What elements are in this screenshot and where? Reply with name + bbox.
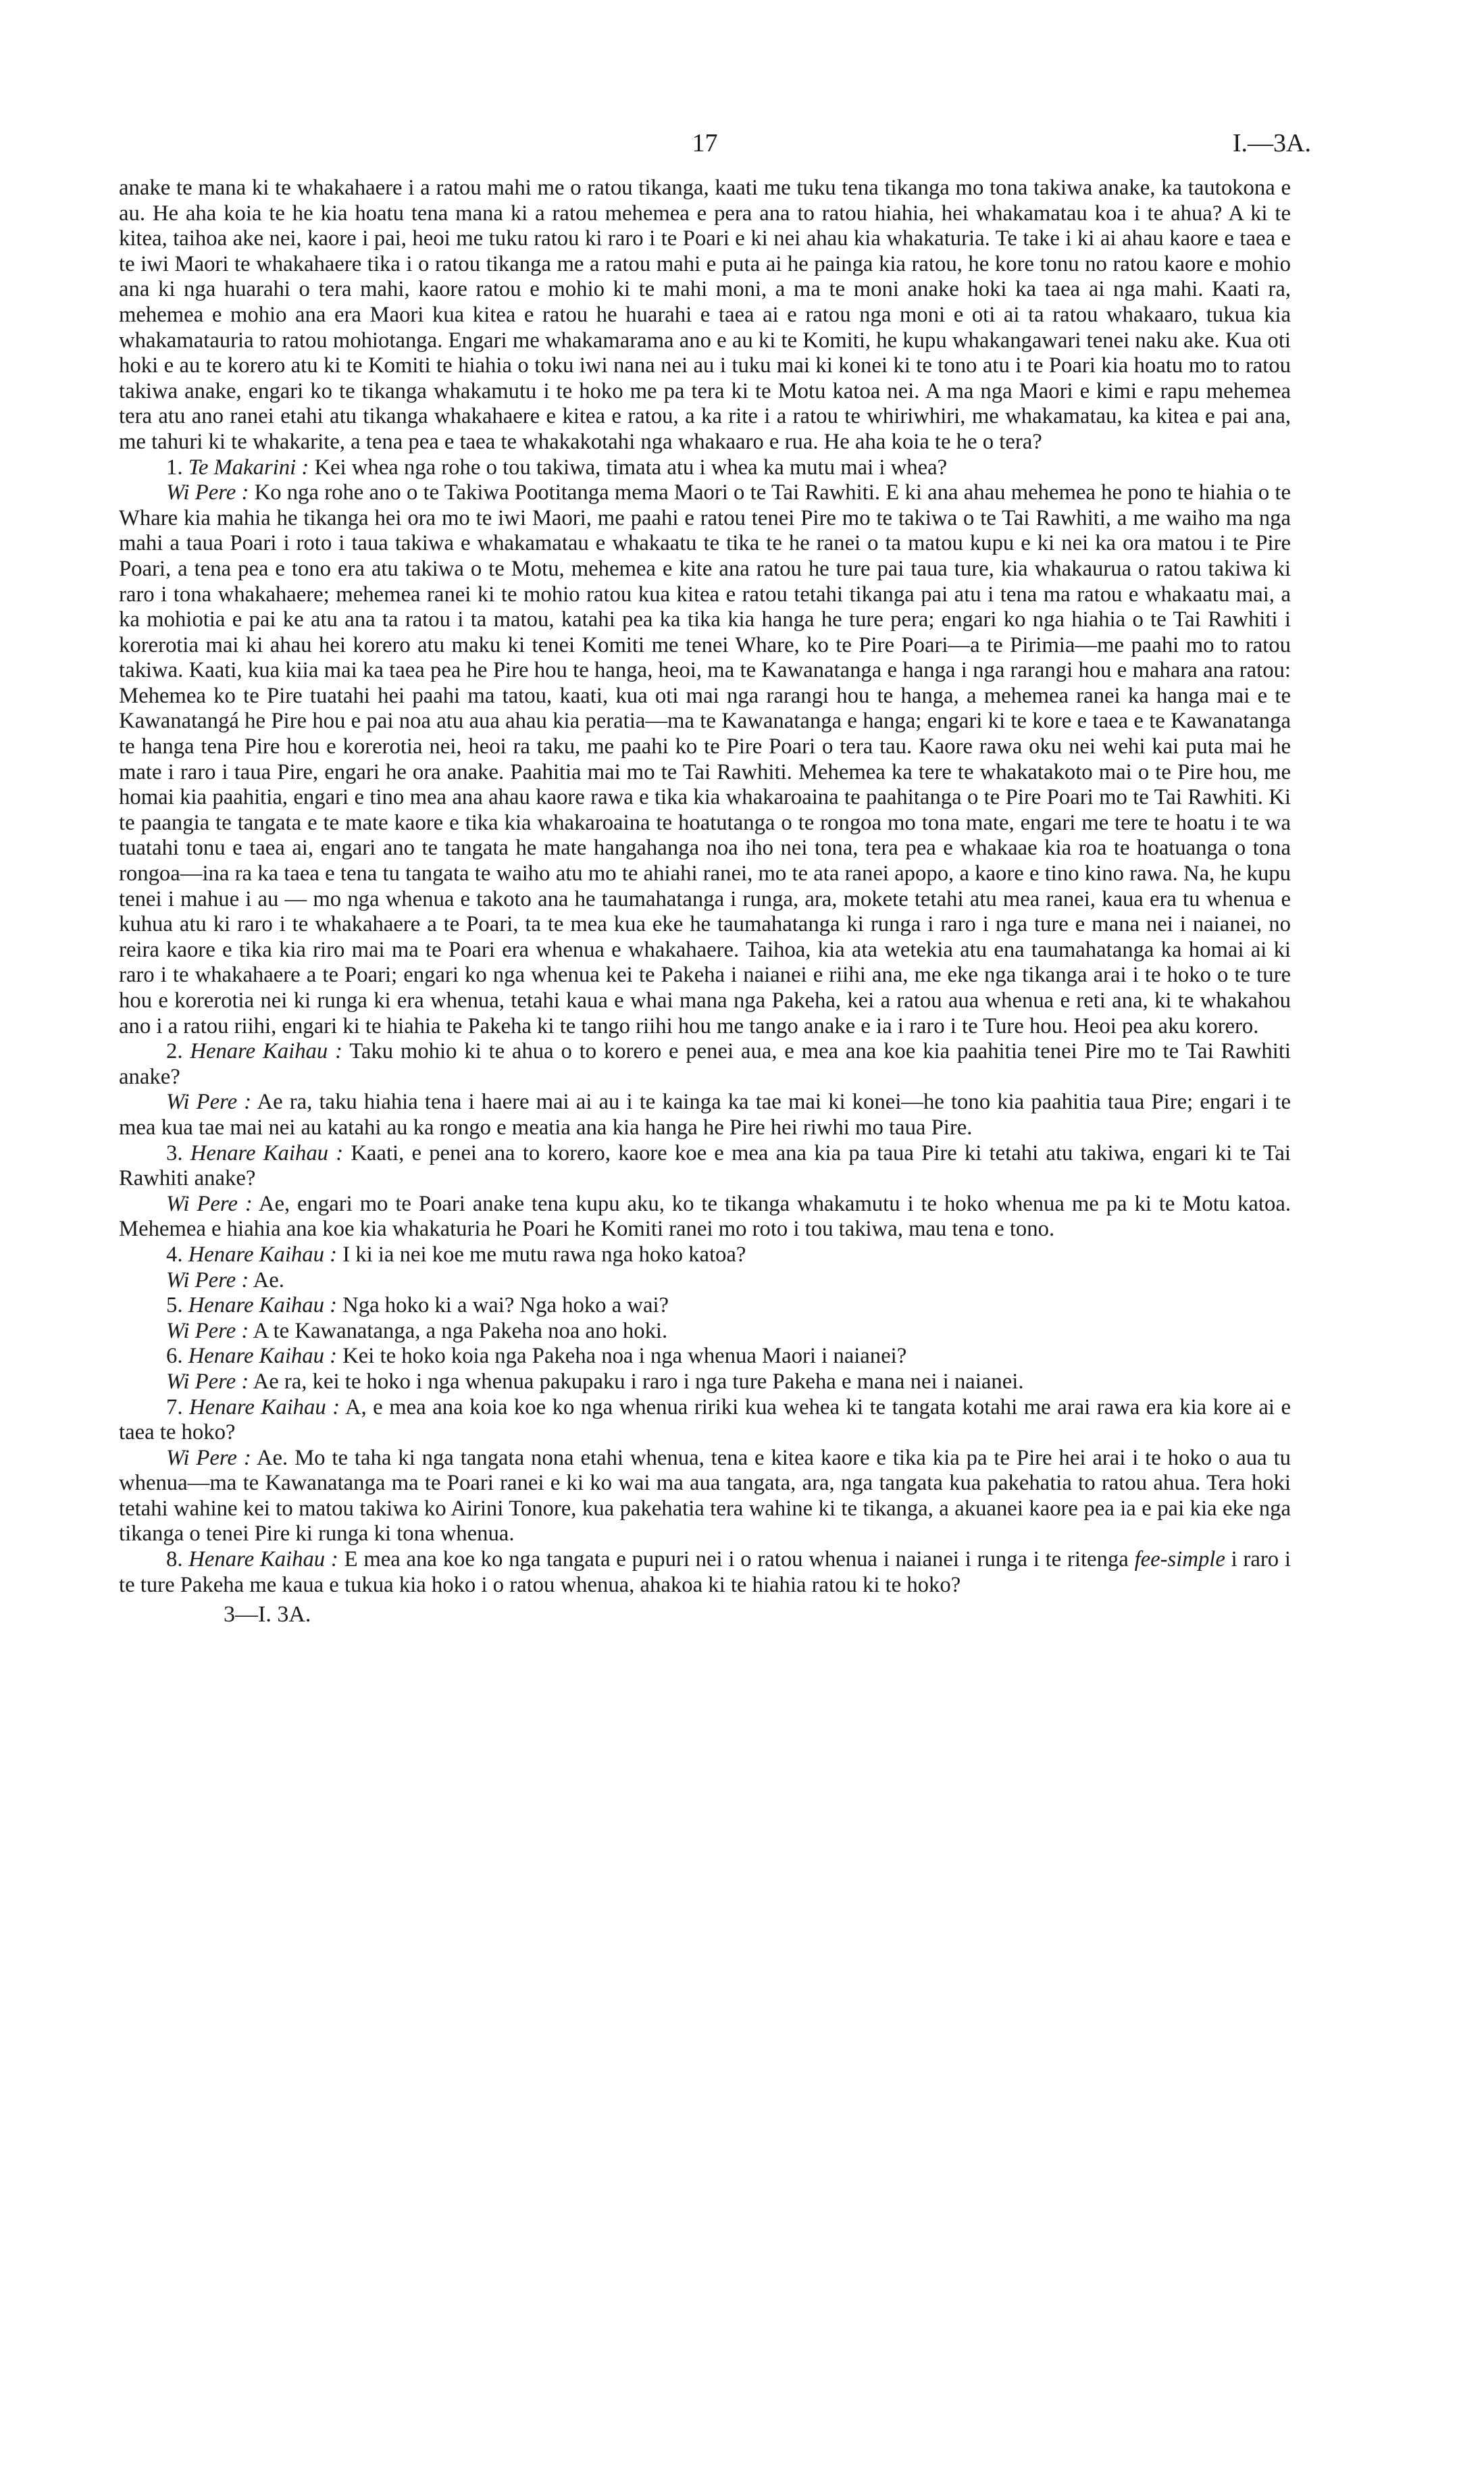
question-text: Kei whea nga rohe o tou takiwa, timata atu i whea ka mutu mai i whea? (314, 455, 948, 480)
document-body (119, 176, 1291, 1598)
answer-6 (119, 1369, 1291, 1395)
speaker-name: Wi Pere : (166, 1369, 249, 1394)
question-number: 1. (166, 455, 183, 480)
answer-5 (119, 1319, 1291, 1344)
page-header (119, 128, 1311, 176)
speaker-name: Henare Kaihau : (190, 1039, 342, 1064)
speaker-name: Wi Pere : (166, 1445, 251, 1470)
question-8 (119, 1547, 1291, 1598)
answer-text: Ae ra, kei te hoko i nga whenua pakupaku i raro i nga ture Pakeha e mana nei i naianei. (253, 1369, 1024, 1394)
answer-text: Ae ra, taku hiahia tena i haere mai ai au i te kainga ka tae mai ki konei—he tono kia paahitia taua Pire; engari i te mea kua tae mai nei au katahi au ka rongo e meatia ana kia hanga he Pire hei riwhi mo taua Pire. (119, 1090, 1291, 1140)
speaker-name: Te Makarini : (188, 455, 309, 480)
answer-text: Ae, engari mo te Poari anake tena kupu aku, ko te tikanga whakamutu i te hoko whenua me pa ki te Motu katoa. Mehemea e hiahia ana koe kia whakaturia he Poari he Komiti ranei mo roto i tou takiwa, mau tena e tono. (119, 1191, 1291, 1242)
speaker-name: Wi Pere : (166, 1090, 252, 1115)
speaker-name: Henare Kaihau : (188, 1547, 338, 1572)
question-text-after: i raro i te ture Pakeha me kaua e tukua kia hoko i o ratou whenua, ahakoa ki te hiahia ratou ki te hoko? (119, 1547, 1291, 1597)
question-2 (119, 1039, 1291, 1090)
answer-1 (119, 480, 1291, 1039)
answer-text: Ko nga rohe ano o te Takiwa Pootitanga mema Maori o te Tai Rawhiti. E ki ana ahau mehemea he pono te hiahia o te Whare kia mahia he tikanga hei ora mo te iwi Maori, me paahi e ratou tenei Pire mo te takiwa o te Tai Rawhiti, a me waiho ma nga mahi a taua Poari i roto i taua takiwa e whakamatau e whakaatu te tika te he ranei o ta matou kupu e ki nei ka ora matou i te Pire Poari, a tena pea e tono era atu takiwa o te Motu, mehemea e kite ana ratou he ture pai taua ture, kia whakaurua o ratou takiwa ki raro i tona whakahaere; mehemea ranei ki te mohio ratou kua kitea e ratou tetahi tikanga pai atu i tena ma ratou e whakaatu mai, a ka mohiotia e pai ke atu ana ta ratou i ta matou, katahi pea ka tika kia hanga he ture pera; engari ko nga hiahia o te Tai Rawhiti i korerotia mai ki ahau hei korero atu maku ki tenei Komiti me tenei Whare, ko te Pire Poari—a te Pirimia—me paahi mo to ratou takiwa. Kaati, kua kiia mai ka taea pea he Pire hou te hanga, heoi, ma te Kawanatanga e hanga i nga rarangi hou e mahara ana ratou: Mehemea ko te Pire tuatahi hei paahi ma tatou, kaati, kua oti mai nga rarangi hou te hanga, a mehemea ranei ka hanga mai e te Kawanatangá he Pire hou e pai noa atu aua ahau kia peratia—ma te Kawanatanga e hanga; engari ki te kore e taea e te Kawanatanga te hanga tena Pire hou e korerotia nei, heoi ra taku, me paahi ko te Pire Poari o tera tau. Kaore rawa oku nei wehi kai puta mai he mate i raro i taua Pire, engari he ora anake. Paahitia mai mo te Tai Rawhiti. Mehemea ka tere te whakatakoto mai o te Pire hou, me homai kia paahitia, engari e tino mea ana ahau kaore rawa e tika kia whakaroaina te paahitanga o te Pire Poari mo te Tai Rawhiti. Ki te paangia te tangata e te mate kaore e tika kia whakaroaina te hoatutanga o te rongoa mo tona mate, engari me tere te hoatu i te wa tuatahi tonu e taea ai, engari ano te tangata he mate hangahanga noa iho nei tona, tera pea e whakaae kia roa te hoatuanga o tona rongoa—ina ra ka taea e tena tu tangata te waiho atu mo te ahiahi ranei, mo te ata ranei apopo, a kaore e tino kino rawa. Na, he kupu tenei i mahue i au — mo nga whenua e takoto ana he taumahatanga i runga, ara, mokete tetahi atu mea ranei, kaua era tu whenua e kuhua atu ki raro i te whakahaere a te Poari, ta te mea kua eke he taumahatanga ki runga i raro i nga ture e mana nei i naianei, no reira kaore e tika kia riro mai ma te Poari era whenua e whakahaere. Taihoa, kia ata wetekia atu ena taumahatanga ka homai ai ki raro i te whakahaere a te Poari; engari ko nga whenua kei te Pakeha i naianei e riihi ana, me eke nga tikanga arai i te hoko o te ture hou e korerotia nei ki runga ki era whenua, tetahi kaua e whai mana nga Pakeha, kei a ratou aua whenua e reti ana, ki te whakahou ano i a ratou riihi, engari ki te hiahia te Pakeha ki te tango riihi hou me tango anake e ia i raro i te Ture hou. Heoi pea aku korero. (119, 480, 1291, 1038)
answer-text: Ae. Mo te taha ki nga tangata nona etahi whenua, tena e kitea kaore e tika kia pa te Pire hei arai i te hoko o aua tu whenua—ma te Kawanatanga ma te Poari ranei e ki ko wai ma aua tangata, ara, nga tangata kua pakehatia to ratou ahua. Tera hoki tetahi wahine kei to matou takiwa ko Airini Tonore, kua pakehatia tera wahine ki te tikanga, a akuanei kaore pea ia e pai kia eke nga tikanga o tenei Pire ki runga ki tona whenua. (119, 1445, 1291, 1546)
question-number: 4. (166, 1242, 183, 1267)
question-text: Kei te hoko koia nga Pakeha noa i nga whenua Maori i naianei? (342, 1344, 907, 1369)
answer-3 (119, 1192, 1291, 1242)
question-text: I ki ia nei koe me mutu rawa nga hoko katoa? (342, 1242, 746, 1267)
answer-4 (119, 1268, 1291, 1294)
speaker-name: Henare Kaihau : (190, 1140, 344, 1165)
question-text-before: E mea ana koe ko nga tangata e pupuri nei i o ratou whenua i naianei i runga i te ritenga (344, 1547, 1129, 1572)
question-number: 6. (166, 1344, 183, 1369)
answer-text: Ae. (253, 1267, 284, 1292)
speaker-name: Henare Kaihau : (188, 1242, 337, 1267)
question-text: Kaati, e penei ana to korero, kaore koe e mea ana kia pa taua Pire ki tetahi atu takiwa, engari ki te Tai Rawhiti anake? (119, 1140, 1291, 1191)
question-number: 5. (166, 1293, 183, 1318)
speaker-name: Wi Pere : (166, 1267, 249, 1292)
speaker-name: Wi Pere : (166, 480, 249, 505)
answer-text: A te Kawanatanga, a nga Pakeha noa ano hoki. (253, 1318, 668, 1343)
question-4 (119, 1242, 1291, 1268)
question-5 (119, 1293, 1291, 1319)
question-1 (119, 455, 1291, 481)
question-number: 7. (166, 1394, 183, 1419)
italic-term: fee-simple (1134, 1547, 1225, 1572)
speaker-name: Wi Pere : (166, 1191, 253, 1216)
signature-mark: 3—I. 3A. (224, 1602, 311, 1628)
answer-7 (119, 1446, 1291, 1547)
question-text: Nga hoko ki a wai? Nga hoko a wai? (342, 1293, 669, 1318)
speaker-name: Henare Kaihau : (188, 1293, 337, 1318)
paragraph-text: anake te mana ki te whakahaere i a ratou mahi me o ratou tikanga, kaati me tuku tena tikanga mo tona takiwa anake, ka tautokona e au. He aha koia te he kia hoatu tena mana ki a ratou mehemea e pera ana to ratou hiahia, hei whakamatau koa i te ahua? A ki te kitea, taihoa ake nei, kaore i pai, heoi me tuku ratou ki raro i te Poari e ki nei ahau kia whakaturia. Te take i ki ai ahau kaore e taea e te iwi Maori te whakahaere tika i o ratou tikanga me a ratou mahi e puta ai he painga kia ratou, he kore tonu no ratou kaore e mohio ana ki nga huarahi o tera mahi, kaore ratou e mohio ki te mahi moni, a ma te moni anake hoki ka taea ai nga mahi. Kaati ra, mehemea e mohio ana era Maori kua kitea e ratou he huarahi e taea ai e ratou nga moni e oti ai ta ratou whakaaro, tukua kia whakamatauria to ratou mohiotanga. Engari me whakamarama ano e au ki te Komiti, he kupu whakangawari tenei naku ake. Kua oti hoki e au te korero atu ki te Komiti te hiahia o toku iwi nana nei au i tuku mai ki konei ki te tono atu i te Poari kia hoatu mo to ratou takiwa anake, engari ko te tikanga whakamutu i te hoko me pa tera ki te Motu katoa nei. A ma nga Maori e kimi e rapu mehemea tera atu ano ranei etahi atu tikanga whakahaere e kitea e ratou, a ka rite i a ratou te whiriwhiri, me whakamatau, ka kitea e pai ana, me tahuri ki te whakarite, a tena pea e taea te whakakotahi nga whakaaro e rua. He aha koia te he o tera? (119, 176, 1291, 454)
question-number: 3. (166, 1140, 183, 1165)
answer-2 (119, 1090, 1291, 1140)
question-text: Taku mohio ki te ahua o to korero e penei aua, e mea ana koe kia paahitia tenei Pire mo te Tai Rawhiti anake? (119, 1039, 1291, 1089)
question-7 (119, 1395, 1291, 1446)
document-reference: I.—3A. (1232, 129, 1311, 157)
speaker-name: Henare Kaihau : (189, 1394, 340, 1419)
question-text: A, e mea ana koia koe ko nga whenua ririki kua wehea ki te tangata kotahi me arai rawa era kia kore ai e taea te hoko? (119, 1394, 1291, 1445)
question-number: 2. (166, 1039, 183, 1064)
question-number: 8. (166, 1547, 183, 1572)
question-6 (119, 1344, 1291, 1369)
document-page (119, 128, 1311, 1628)
page-number: 17 (692, 129, 718, 157)
speaker-name: Henare Kaihau : (188, 1344, 337, 1369)
question-3 (119, 1141, 1291, 1192)
paragraph-continuation (119, 176, 1291, 455)
speaker-name: Wi Pere : (166, 1318, 249, 1343)
